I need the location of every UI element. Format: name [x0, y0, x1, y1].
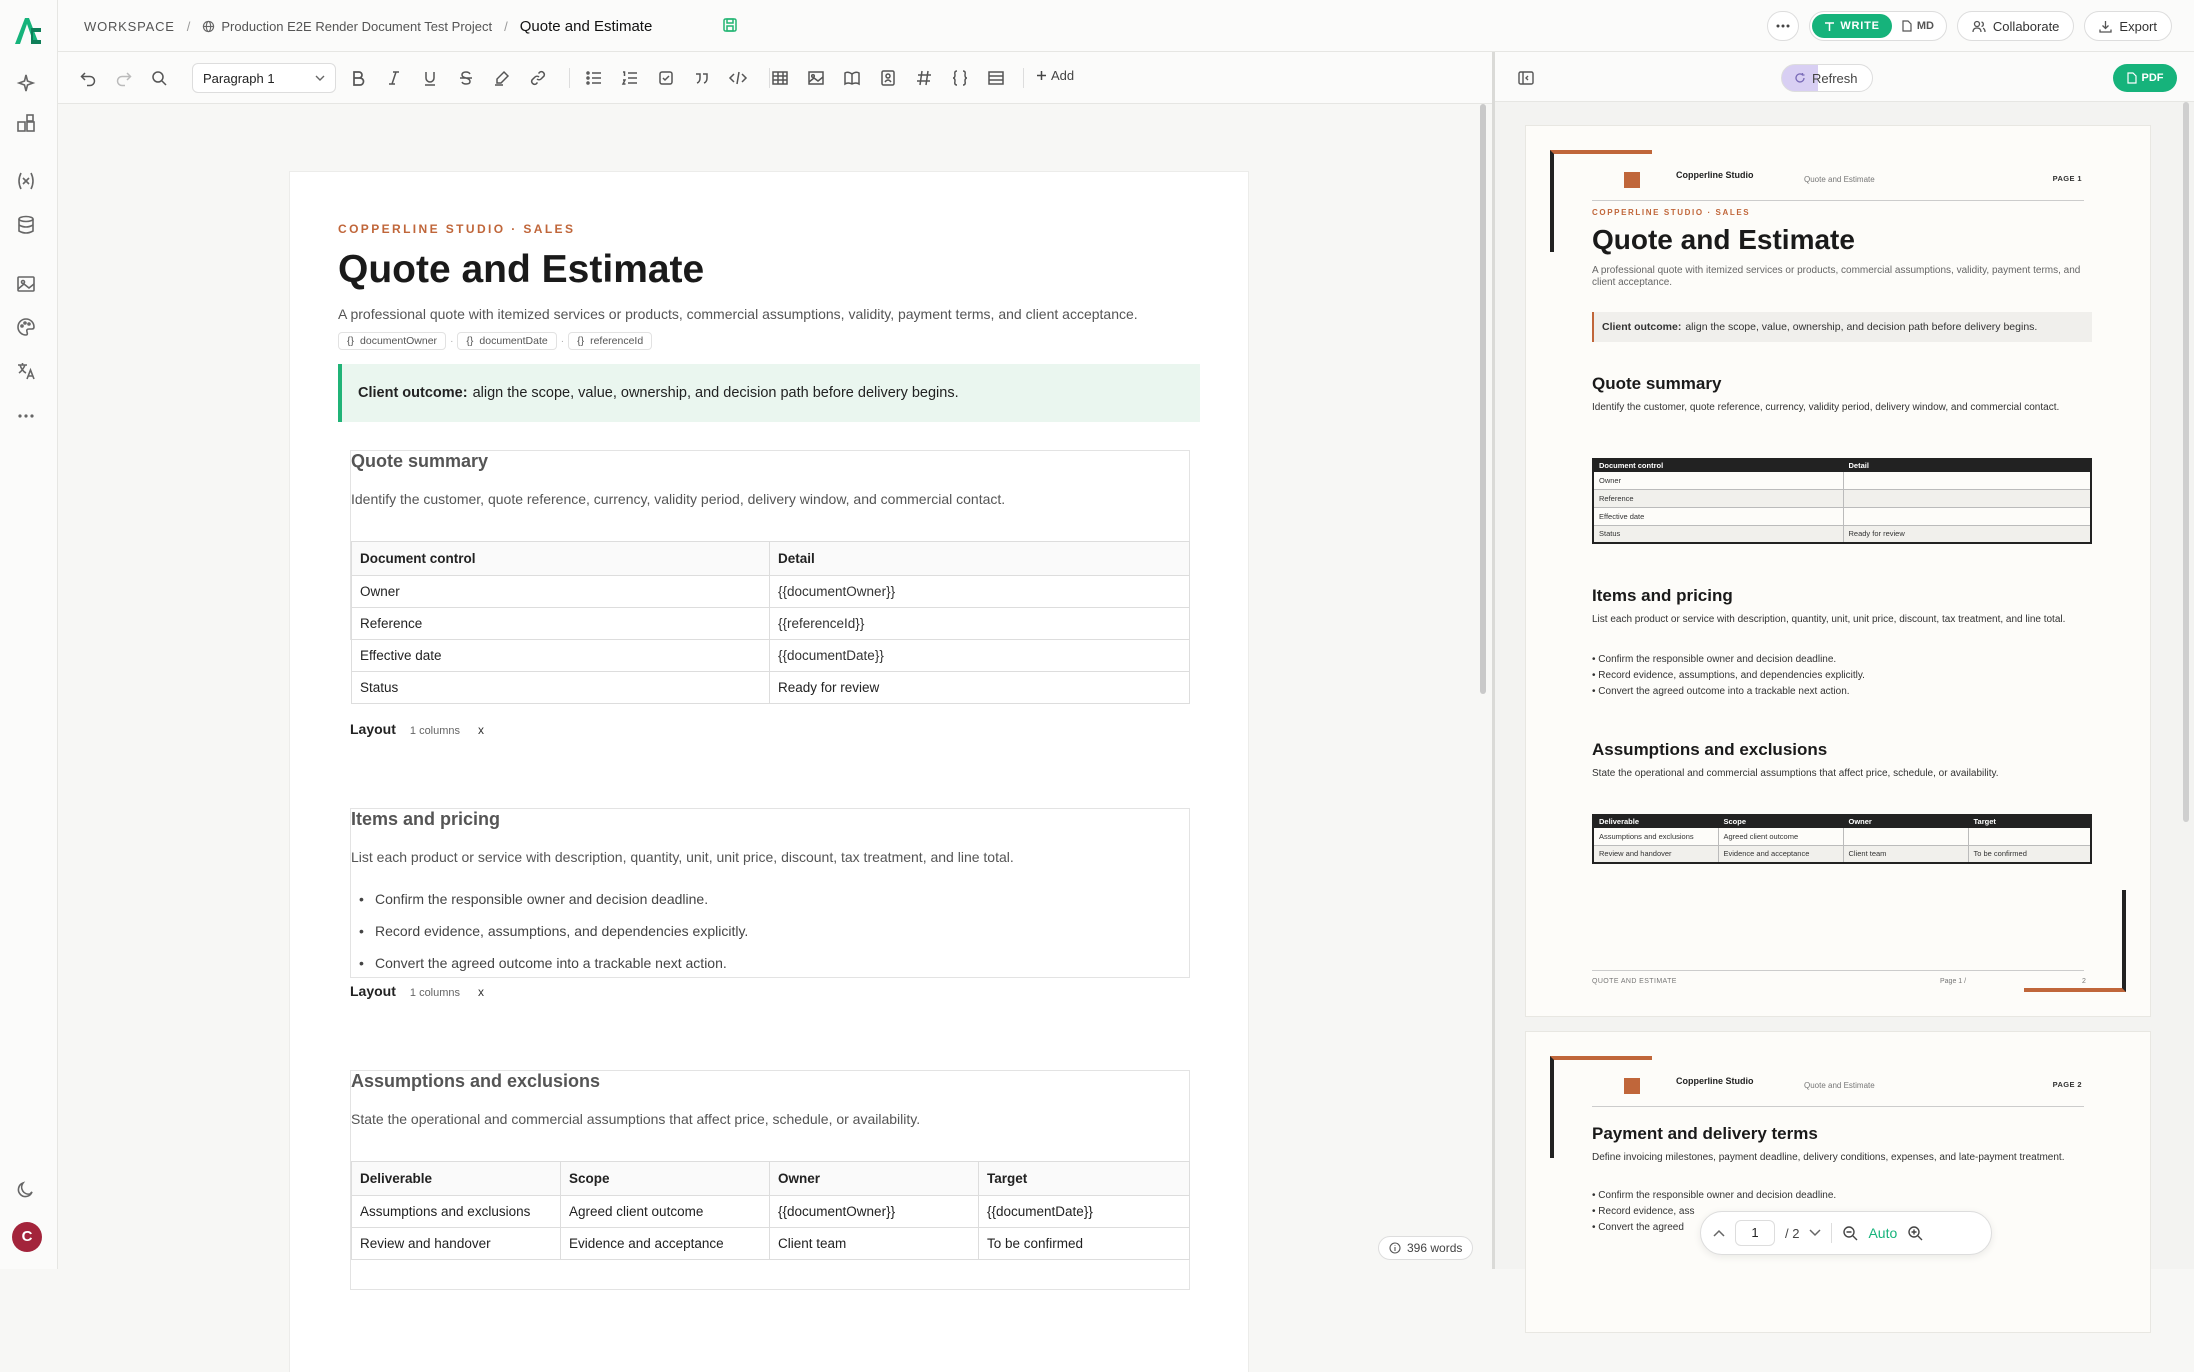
page-navigator [1700, 1211, 1992, 1255]
page-number-label: PAGE 1 [2052, 174, 2082, 183]
table-header-row [352, 542, 1190, 576]
table-cell [1843, 507, 2091, 525]
table-cell[interactable]: Status [352, 672, 770, 704]
page-section-desc: Define invoicing milestones, payment deadline, delivery conditions, expenses, and late-payment treatment. [1592, 1152, 2065, 1163]
table-cell: Status [1593, 525, 1843, 543]
pager-separator [1831, 1223, 1832, 1243]
collaborate-label: Collaborate [1992, 18, 2060, 34]
assumptions-table[interactable] [351, 1161, 1190, 1260]
refresh-icon [1794, 72, 1806, 84]
quote-icon[interactable] [693, 69, 711, 87]
refresh-button[interactable] [1781, 64, 1873, 92]
table-cell: Ready for review [1843, 525, 2091, 543]
table-cell: Assumptions and exclusions [1593, 827, 1718, 845]
undo-icon[interactable] [79, 69, 97, 87]
variable-chip-label: documentDate [479, 335, 548, 347]
breadcrumb-separator: / [186, 18, 191, 34]
chip-separator: · [560, 335, 565, 347]
page-header-rule [1592, 200, 2084, 201]
table-cell[interactable]: {{documentDate}} [979, 1196, 1190, 1228]
section-title[interactable]: Quote summary [351, 451, 489, 471]
table-header-cell[interactable]: Document control [352, 542, 770, 576]
table-row [1593, 489, 2091, 507]
page-section-desc: List each product or service with description, quantity, unit, unit price, discount, tax treatment, and line total. [1592, 614, 2066, 625]
paragraph-style-select[interactable] [192, 63, 336, 93]
chevron-down-icon [315, 75, 325, 81]
table-cell: Owner [1593, 471, 1843, 489]
breadcrumb-project-label: Production E2E Render Document Test Project [221, 18, 493, 34]
table-header-cell: Deliverable [1593, 815, 1718, 827]
table-cell: Reference [1593, 489, 1843, 507]
list-item: • Confirm the responsible owner and decision deadline. [1592, 654, 1837, 665]
add-block-button[interactable] [1036, 68, 1074, 83]
table-cell [1968, 827, 2091, 845]
table-cell: To be confirmed [1968, 845, 2091, 863]
collaborate-button[interactable] [1957, 11, 2075, 41]
page-footer-pagination: Page 1 / [1940, 978, 1967, 985]
section-block-assumptions[interactable] [350, 1070, 1190, 1290]
table-header-row [1593, 815, 2091, 827]
word-count-badge[interactable] [1378, 1236, 1473, 1260]
search-icon[interactable] [150, 69, 168, 87]
page-corner-decoration [2024, 890, 2126, 992]
more-options-button[interactable] [1767, 11, 1799, 41]
braces-icon: {} [577, 335, 585, 347]
export-label: Export [2119, 18, 2157, 34]
section-title[interactable]: Assumptions and exclusions [351, 1071, 601, 1091]
list-item: • Record evidence, ass [1592, 1206, 1695, 1217]
breadcrumb-project[interactable] [202, 19, 492, 34]
variable-icon[interactable] [15, 170, 37, 192]
table-cell[interactable]: {{documentDate}} [770, 640, 1190, 672]
mode-toggle [1809, 11, 1947, 41]
table-cell[interactable]: To be confirmed [979, 1228, 1190, 1260]
breadcrumb-workspace[interactable]: WORKSPACE [84, 18, 175, 34]
page-callout-text: align the scope, value, ownership, and decision path before delivery begins. [1685, 321, 2038, 333]
table-cell [1843, 827, 1968, 845]
page-table [1592, 458, 2092, 544]
table-cell[interactable]: Agreed client outcome [561, 1196, 770, 1228]
page-section-desc: Identify the customer, quote reference, currency, validity period, delivery window, and commercial contact. [1592, 402, 2060, 413]
chip-separator: · [450, 335, 454, 347]
chevron-up-icon[interactable] [1713, 1229, 1725, 1237]
users-icon [1972, 20, 1986, 33]
table-header-row [1593, 459, 2091, 471]
table-row [1593, 845, 2091, 863]
variable-chips [338, 332, 652, 350]
callout-bold: Client outcome: [358, 385, 468, 401]
preview-toolbar [1495, 52, 2194, 102]
saved-icon [722, 17, 738, 33]
page-callout-bold: Client outcome: [1602, 321, 1682, 333]
table-cell[interactable]: Client team [770, 1228, 979, 1260]
table-header-cell: Owner [1843, 815, 1968, 827]
table-cell: Effective date [1593, 507, 1843, 525]
client-outcome-callout[interactable] [338, 364, 1200, 422]
layout-label: Layout [350, 983, 396, 999]
variable-chip[interactable] [457, 332, 556, 350]
page-section-title: Payment and delivery terms [1592, 1124, 1818, 1143]
table-cell [1843, 471, 2091, 489]
list-item: • Convert the agreed [1592, 1222, 1684, 1233]
table-header-row [352, 1162, 1190, 1196]
zoom-out-icon[interactable] [1842, 1225, 1858, 1241]
page-section-title: Assumptions and exclusions [1592, 740, 1828, 759]
table-row [352, 1228, 1190, 1260]
sparkle-icon[interactable] [15, 72, 37, 94]
section-block-quote-summary[interactable] [350, 450, 1190, 695]
section-title[interactable]: Items and pricing [351, 809, 501, 829]
text-cursor-icon [1824, 21, 1835, 32]
export-button[interactable] [2084, 11, 2172, 41]
editor-toolbar [58, 52, 1492, 104]
layout-columns[interactable]: 1 columns [409, 987, 461, 999]
page-header-title: Quote and Estimate [1804, 175, 1875, 184]
variable-chip-label: referenceId [590, 335, 644, 347]
document-page[interactable] [290, 172, 1248, 1372]
page-table [1592, 814, 2092, 864]
layout-columns[interactable]: 1 columns [409, 725, 461, 737]
document-subtitle[interactable]: A professional quote with itemized services or products, commercial assumptions, validity, payment terms, and client acceptance. [338, 306, 1138, 322]
layout-rows-icon[interactable] [987, 69, 1005, 87]
ellipsis-icon [1776, 24, 1790, 28]
editor-canvas[interactable] [58, 104, 1492, 1269]
page-footer-total: 2 [2082, 978, 2086, 985]
table-row [352, 576, 1190, 608]
top-actions [1767, 11, 2172, 41]
braces-icon: {} [347, 335, 355, 347]
pdf-label: PDF [2141, 72, 2164, 84]
table-row [1593, 507, 2091, 525]
section-block-items-pricing[interactable] [350, 808, 1190, 978]
preview-page-2 [1526, 1032, 2150, 1332]
document-control-table[interactable] [351, 541, 1190, 704]
highlight-icon[interactable] [493, 69, 511, 87]
write-mode-label: WRITE [1840, 20, 1880, 32]
section-description[interactable]: List each product or service with description, quantity, unit, unit price, discount, tax treatment, and line total. [351, 849, 1014, 865]
table-row [1593, 525, 2091, 543]
underline-icon[interactable] [421, 69, 439, 87]
checklist-icon[interactable] [657, 69, 675, 87]
preview-page-1 [1526, 126, 2150, 1016]
page-kicker: COPPERLINE STUDIO · SALES [1592, 208, 1751, 217]
table-cell[interactable]: Assumptions and exclusions [352, 1196, 561, 1228]
table-header-cell[interactable]: Owner [770, 1162, 979, 1196]
variable-chip[interactable] [338, 332, 446, 350]
list-item: • Record evidence, assumptions, and dependencies explicitly. [1592, 670, 1865, 681]
bullet-list-icon[interactable] [585, 69, 603, 87]
page-section-title: Items and pricing [1592, 586, 1733, 605]
section-description[interactable]: State the operational and commercial assumptions that affect price, schedule, or availability. [351, 1111, 921, 1127]
left-rail [0, 0, 58, 1269]
layout-remove-button[interactable]: x [478, 723, 485, 737]
layout-remove-button[interactable]: x [478, 985, 485, 999]
table-cell[interactable]: Reference [352, 608, 770, 640]
table-header-cell[interactable]: Target [979, 1162, 1190, 1196]
page-callout [1592, 312, 2092, 342]
list-item[interactable]: • Convert the agreed outcome into a trackable next action. [375, 955, 727, 971]
plus-icon [1036, 70, 1047, 81]
zoom-level[interactable]: Auto [1868, 1225, 1898, 1241]
page-footer-rule [1592, 970, 2084, 971]
write-mode-button[interactable] [1812, 14, 1891, 38]
pdf-preview[interactable] [1495, 102, 2194, 1269]
info-icon [1389, 1242, 1401, 1254]
table-header-cell[interactable]: Detail [770, 542, 1190, 576]
numbered-list-icon[interactable] [621, 69, 639, 87]
table-cell[interactable]: Owner [352, 576, 770, 608]
page-number-input[interactable]: 1 [1735, 1220, 1775, 1246]
list-item[interactable]: • Record evidence, assumptions, and dependencies explicitly. [375, 923, 748, 939]
page-footer-title: QUOTE AND ESTIMATE [1592, 978, 1677, 985]
table-cell[interactable]: Review and handover [352, 1228, 561, 1260]
file-pdf-icon [2127, 72, 2137, 84]
link-icon[interactable] [529, 69, 547, 87]
page-title: Quote and Estimate [1592, 224, 1855, 255]
blocks-icon[interactable] [15, 113, 37, 135]
braces-icon: {} [466, 335, 474, 347]
table-header-cell: Document control [1593, 459, 1843, 471]
hash-icon[interactable] [915, 69, 933, 87]
breadcrumb-separator: / [504, 18, 508, 34]
image-icon[interactable] [15, 273, 37, 295]
table-row [352, 608, 1190, 640]
refresh-label: Refresh [1812, 70, 1858, 86]
list-item[interactable]: • Confirm the responsible owner and decision deadline. [375, 891, 708, 907]
table-cell: Client team [1843, 845, 1968, 863]
document-frame-icon[interactable] [879, 69, 897, 87]
table-row [1593, 471, 2091, 489]
globe-icon [202, 20, 215, 33]
book-icon[interactable] [843, 69, 861, 87]
page-number-label: PAGE 2 [2052, 1080, 2082, 1089]
list-item: • Confirm the responsible owner and decision deadline. [1592, 1190, 1837, 1201]
table-row [352, 1196, 1190, 1228]
layout-label: Layout [350, 721, 396, 737]
translate-icon[interactable] [15, 360, 37, 382]
chevron-down-icon[interactable] [1809, 1229, 1821, 1237]
section-description[interactable]: Identify the customer, quote reference, currency, validity period, delivery window, and commercial contact. [351, 491, 1006, 507]
layout-control [350, 721, 484, 737]
word-count-label: 396 words [1407, 1241, 1463, 1255]
breadcrumb-document[interactable]: Quote and Estimate [519, 17, 653, 35]
table-header-cell[interactable]: Scope [561, 1162, 770, 1196]
app-logo-icon[interactable] [11, 14, 45, 48]
zoom-in-icon[interactable] [1907, 1225, 1923, 1241]
avatar[interactable]: C [12, 1222, 42, 1252]
table-header-cell: Target [1968, 815, 2091, 827]
variable-chip[interactable] [568, 332, 652, 350]
strikethrough-icon[interactable] [457, 69, 475, 87]
insert-image-icon[interactable] [807, 69, 825, 87]
table-row [1593, 827, 2091, 845]
page-total: / 2 [1785, 1225, 1800, 1241]
table-cell[interactable]: {{documentOwner}} [770, 576, 1190, 608]
list-item: • Convert the agreed outcome into a trackable next action. [1592, 686, 1850, 697]
top-bar [58, 0, 2194, 52]
table-cell[interactable]: Effective date [352, 640, 770, 672]
table-header-cell: Scope [1718, 815, 1843, 827]
variable-chip-label: documentOwner [360, 335, 438, 347]
add-block-label: Add [1051, 68, 1075, 83]
italic-icon[interactable] [385, 69, 403, 87]
markdown-mode-label: MD [1916, 20, 1934, 32]
page-section-title: Quote summary [1592, 374, 1722, 393]
more-icon[interactable] [15, 405, 37, 427]
download-icon [2099, 20, 2112, 33]
brand-mark-icon [1624, 172, 1640, 188]
file-icon [1902, 20, 1912, 32]
collapse-panel-icon[interactable] [1517, 69, 1535, 87]
table-cell: Evidence and acceptance [1718, 845, 1843, 863]
table-cell: Agreed client outcome [1718, 827, 1843, 845]
table-cell[interactable]: {{referenceId}} [770, 608, 1190, 640]
table-row [352, 640, 1190, 672]
table-header-cell[interactable]: Deliverable [352, 1162, 561, 1196]
preview-scrollbar[interactable] [2183, 102, 2189, 822]
code-icon[interactable] [729, 69, 747, 87]
pdf-button[interactable] [2113, 64, 2177, 92]
table-cell: Review and handover [1593, 845, 1718, 863]
page-brand: Copperline Studio [1676, 1076, 1754, 1086]
table-cell[interactable]: {{documentOwner}} [770, 1196, 979, 1228]
paragraph-style-value: Paragraph 1 [203, 70, 275, 86]
palette-icon[interactable] [15, 316, 37, 338]
callout-text: align the scope, value, ownership, and decision path before delivery begins. [472, 385, 959, 401]
moon-icon[interactable] [15, 1179, 37, 1201]
markdown-mode-button[interactable] [1892, 14, 1944, 38]
redo-icon[interactable] [115, 69, 133, 87]
database-icon[interactable] [15, 214, 37, 236]
document-kicker: COPPERLINE STUDIO · SALES [338, 222, 576, 236]
table-cell [1843, 489, 2091, 507]
bold-icon[interactable] [349, 69, 367, 87]
table-row [352, 672, 1190, 704]
brand-mark-icon [1624, 1078, 1640, 1094]
page-section-desc: State the operational and commercial assumptions that affect price, schedule, or availability. [1592, 768, 1999, 779]
page-header-title: Quote and Estimate [1804, 1081, 1875, 1090]
table-cell[interactable]: Ready for review [770, 672, 1190, 704]
table-cell[interactable]: Evidence and acceptance [561, 1228, 770, 1260]
page-brand: Copperline Studio [1676, 170, 1754, 180]
layout-control [350, 983, 484, 999]
editor-scrollbar[interactable] [1480, 104, 1486, 694]
document-title[interactable]: Quote and Estimate [338, 248, 705, 291]
table-header-cell: Detail [1843, 459, 2091, 471]
page-subtitle: A professional quote with itemized services or products, commercial assumptions, validity, payment terms, and client acceptance. [1592, 265, 2081, 288]
table-icon[interactable] [771, 69, 789, 87]
breadcrumb [84, 0, 652, 52]
page-header-rule [1592, 1106, 2084, 1107]
braces-icon[interactable] [951, 69, 969, 87]
